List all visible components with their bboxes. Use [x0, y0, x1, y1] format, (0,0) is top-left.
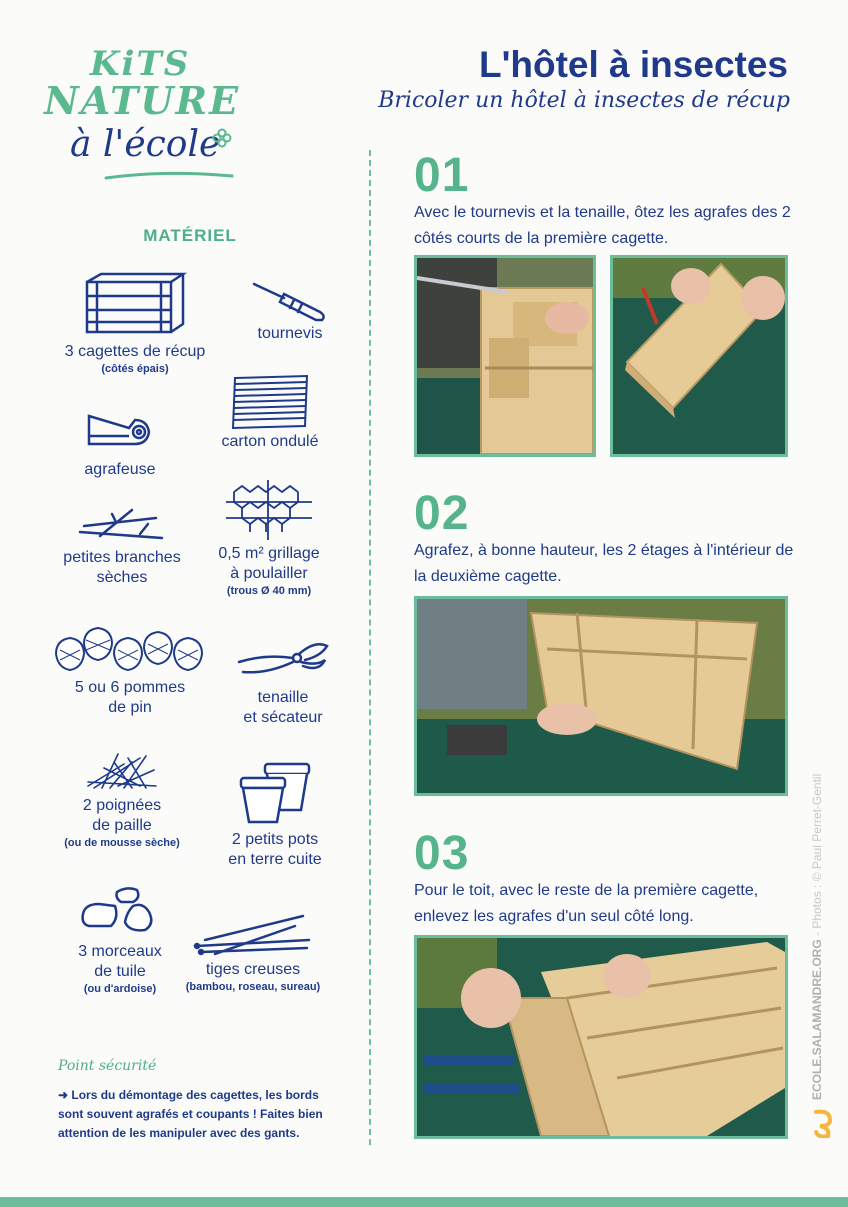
- material-label: agrafeuse: [84, 461, 156, 478]
- column-divider: [369, 150, 371, 1145]
- material-label: 0,5 m² grillage à poulailler: [218, 545, 320, 582]
- bottom-bar: [0, 1197, 848, 1207]
- photo-image: [613, 258, 785, 454]
- material-item-branches: [50, 504, 194, 588]
- materials-title: MATÉRIEL: [143, 226, 237, 245]
- material-sublabel: (bambou, roseau, sureau): [185, 981, 321, 993]
- chicken-wire-icon: [224, 478, 314, 542]
- material-item-stapler: [50, 404, 190, 480]
- step-number: 03: [414, 827, 470, 880]
- safety-body: Lors du démontage des cagettes, les bords sont souvent agrafés et coupants ! Faites bien attention de les manipuler avec des gants.: [58, 1088, 323, 1140]
- safety-title: Point sécurité: [58, 1058, 157, 1074]
- credit-site: ECOLE.SALAMANDRE.ORG: [810, 939, 824, 1100]
- step-3-photo: [414, 935, 788, 1139]
- logo-swoosh-icon: [104, 168, 234, 182]
- step-text: Avec le tournevis et la tenaille, ôtez les agrafes des 2 côtés courts de la première cagette.: [414, 204, 791, 247]
- material-label: 3 morceaux de tuile: [78, 943, 162, 980]
- material-label: 2 poignées de paille: [82, 797, 162, 834]
- step-text: Pour le toit, avec le reste de la première cagette, enlevez les agrafes d'un seul côté long.: [414, 882, 759, 925]
- material-item-hollow-stems: [172, 908, 334, 995]
- photo-credit: [810, 774, 824, 1100]
- flower-icon: [212, 128, 232, 148]
- material-item-straw: [48, 752, 196, 851]
- safety-text: [58, 1086, 338, 1143]
- material-item-pliers: [220, 636, 346, 728]
- branches-icon: [76, 504, 168, 544]
- logo-line-1: KiTS: [90, 44, 191, 84]
- material-label: tournevis: [257, 325, 323, 342]
- material-sublabel: (ou d'ardoise): [83, 983, 157, 995]
- pine-cones-icon: [52, 624, 208, 672]
- material-item-cardboard: [205, 374, 335, 452]
- arrow-right-icon: ➜: [58, 1088, 72, 1102]
- salamandre-logo-icon: [812, 1108, 834, 1138]
- material-sublabel: (côtés épais): [101, 363, 169, 375]
- step-1-photo-b: [610, 255, 788, 457]
- material-item-chicken-wire: [196, 478, 342, 599]
- step-text: Agrafez, à bonne hauteur, les 2 étages à l'intérieur de la deuxième cagette.: [414, 542, 794, 585]
- crate-icon: [83, 272, 187, 336]
- pliers-icon: [235, 636, 331, 684]
- logo-line-3: à l'école: [70, 124, 221, 165]
- material-label: 5 ou 6 pommes de pin: [74, 679, 186, 716]
- step-number: 01: [414, 149, 470, 202]
- kits-nature-logo: [40, 40, 240, 180]
- photo-image: [417, 258, 593, 454]
- step-1-photo-a: [414, 255, 596, 457]
- material-item-crates: [40, 272, 230, 377]
- photo-image: [417, 599, 785, 793]
- step-2-photo: [414, 596, 788, 796]
- material-item-clay-pots: [210, 760, 340, 870]
- material-sublabel: (ou de mousse sèche): [64, 837, 180, 849]
- material-label: petites branches sèches: [63, 549, 181, 586]
- clay-pots-icon: [237, 760, 313, 824]
- material-label: 2 petits pots en terre cuite: [228, 831, 322, 868]
- logo-line-2: NATURE: [44, 78, 241, 123]
- straw-icon: [84, 752, 160, 790]
- screwdriver-icon: [250, 278, 330, 322]
- material-sublabel: (trous Ø 40 mm): [226, 585, 312, 597]
- material-label: 3 cagettes de récup: [64, 343, 206, 360]
- material-item-pine-cones: [50, 624, 210, 718]
- corrugated-cardboard-icon: [229, 374, 311, 430]
- material-label: carton ondulé: [221, 433, 319, 450]
- page-subtitle: Bricoler un hôtel à insectes de récup: [378, 88, 790, 113]
- stapler-icon: [85, 404, 155, 450]
- credit-photos: - Photos : © Paul Perret-Gentil: [810, 773, 824, 940]
- page-title: L'hôtel à insectes: [478, 44, 788, 85]
- step-number: 02: [414, 487, 470, 540]
- material-item-screwdriver: [230, 278, 350, 344]
- hollow-stems-icon: [191, 908, 315, 958]
- material-label: tenaille et sécateur: [243, 689, 323, 726]
- photo-image: [417, 938, 785, 1136]
- tile-pieces-icon: [79, 884, 161, 936]
- material-label: tiges creuses: [205, 961, 301, 978]
- material-item-tiles: [50, 884, 190, 997]
